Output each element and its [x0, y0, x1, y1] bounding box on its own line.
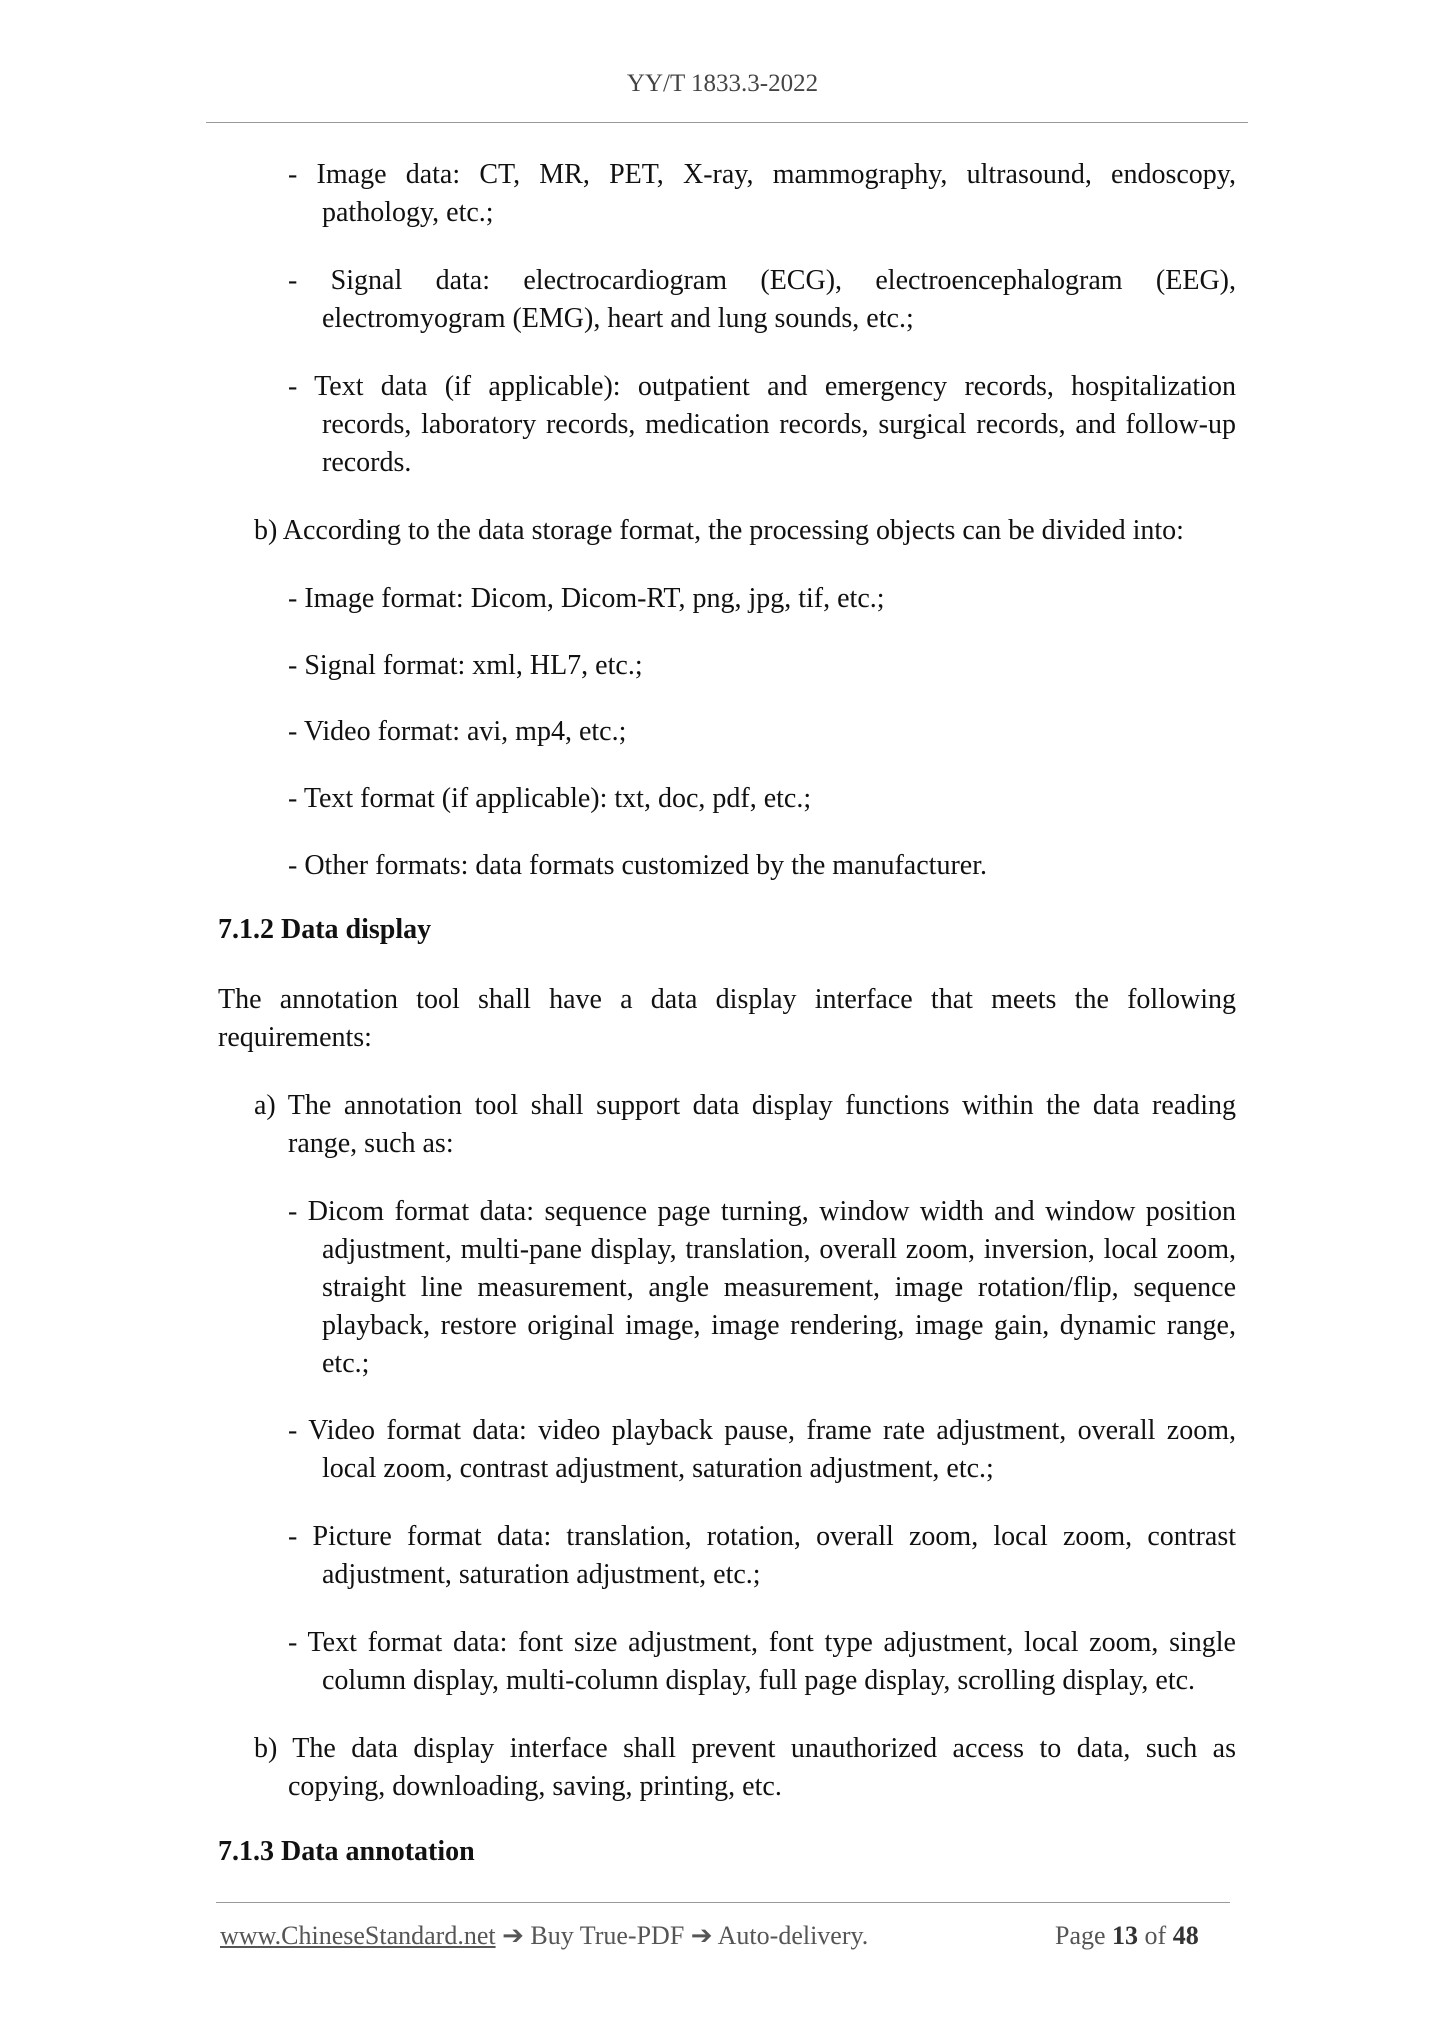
list-item-text-format: - Text format (if applicable): txt, doc, pdf, etc.;: [288, 783, 812, 814]
arrow-right-icon: ➔: [495, 1921, 531, 1950]
section-heading-data-display: 7.1.2 Data display: [218, 914, 432, 945]
header-divider: [206, 122, 1248, 123]
paragraph-display-requirements: The annotation tool shall have a data display interface that meets the following requirements:: [218, 984, 1236, 1053]
list-item-storage-format-intro: b) According to the data storage format, the processing objects can be divided into:: [254, 515, 1184, 546]
footer-divider: [216, 1902, 1230, 1903]
list-item-dicom-data: - Dicom format data: sequence page turning, window width and window position adjustment, multi-pane display, translation, overall zoom, inversion, local zoom, straight line measurement, angle measurement, image rotation/flip, sequence playback, restore original image, image rendering, image gain, dynamic range, etc.;: [288, 1196, 1236, 1379]
buy-pdf-text: Buy True-PDF: [530, 1921, 685, 1950]
page-indicator: [1055, 1921, 1199, 1951]
page-number: 13: [1112, 1921, 1139, 1950]
arrow-right-icon: ➔: [684, 1921, 718, 1950]
auto-delivery-text: Auto-delivery.: [717, 1921, 869, 1950]
list-item-signal-data: - Signal data: electrocardiogram (ECG), electroencephalogram (EEG), electromyogram (EMG), heart and lung sounds, etc.;: [288, 265, 1236, 334]
list-item-video-data: - Video format data: video playback pause, frame rate adjustment, overall zoom, local zoom, contrast adjustment, saturation adjustment, etc.;: [288, 1415, 1236, 1484]
list-item-other-formats: - Other formats: data formats customized by the manufacturer.: [288, 850, 987, 881]
list-item-signal-format: - Signal format: xml, HL7, etc.;: [288, 650, 643, 681]
list-item-text-format-data: - Text format data: font size adjustment, font type adjustment, local zoom, single column display, multi-column display, full page display, scrolling display, etc.: [288, 1627, 1236, 1696]
list-item-image-format: - Image format: Dicom, Dicom-RT, png, jpg, tif, etc.;: [288, 583, 885, 614]
footer-links: [220, 1921, 868, 1951]
of-label: of: [1144, 1921, 1167, 1950]
list-item-text-data: - Text data (if applicable): outpatient and emergency records, hospitalization records, laboratory records, medication records, surgical records, and follow-up records.: [288, 371, 1236, 478]
page-total: 48: [1172, 1921, 1199, 1950]
list-item-picture-data: - Picture format data: translation, rotation, overall zoom, local zoom, contrast adjustment, saturation adjustment, etc.;: [288, 1521, 1236, 1590]
document-header: YY/T 1833.3-2022: [626, 70, 819, 97]
list-item-image-data: - Image data: CT, MR, PET, X-ray, mammography, ultrasound, endoscopy, pathology, etc.;: [288, 159, 1236, 228]
site-link[interactable]: www.ChineseStandard.net: [220, 1921, 496, 1950]
list-item-display-functions: a) The annotation tool shall support data display functions within the data reading range, such as:: [254, 1090, 1236, 1159]
page-label: Page: [1055, 1921, 1106, 1950]
section-heading-data-annotation: 7.1.3 Data annotation: [218, 1836, 475, 1867]
list-item-video-format: - Video format: avi, mp4, etc.;: [288, 716, 627, 747]
list-item-prevent-access: b) The data display interface shall prevent unauthorized access to data, such as copying, downloading, saving, printing, etc.: [254, 1733, 1236, 1802]
